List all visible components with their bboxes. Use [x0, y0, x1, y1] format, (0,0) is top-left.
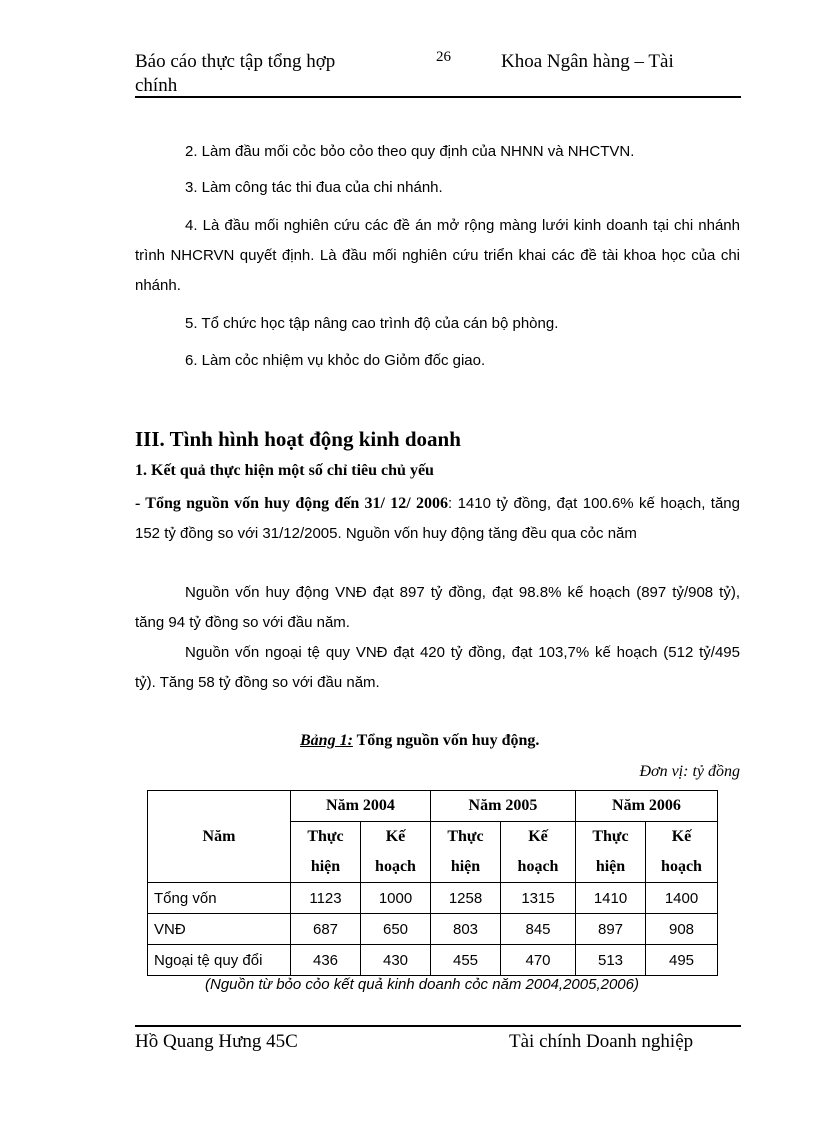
- duty-item-2: 2. Làm đầu mối cỏc bỏo cỏo theo quy định của NHNN và NHCTVN.: [185, 143, 635, 160]
- sub-header-plan: Kế hoạch: [501, 822, 576, 883]
- header-faculty: Khoa Ngân hàng – Tài: [501, 51, 674, 72]
- capital-table: [147, 790, 718, 976]
- table-cell: 908: [646, 914, 718, 945]
- table-cell: 455: [431, 945, 501, 976]
- table-cell: 513: [576, 945, 646, 976]
- row-label: Ngoại tệ quy đổi: [148, 945, 291, 976]
- table-cell: 845: [501, 914, 576, 945]
- footer-divider: [135, 1025, 741, 1027]
- table-cell: 495: [646, 945, 718, 976]
- footer-department: Tài chính Doanh nghiệp: [509, 1031, 694, 1052]
- table-cell: 430: [361, 945, 431, 976]
- footer-author: Hồ Quang Hưng 45C: [135, 1031, 298, 1052]
- section-heading: III. Tình hình hoạt động kinh doanh: [135, 427, 461, 451]
- duty-item-5: 5. Tổ chức học tập nâng cao trình độ của cán bộ phòng.: [185, 315, 559, 332]
- year-header-2006: Năm 2006: [576, 791, 718, 822]
- table-cell: 1258: [431, 883, 501, 914]
- table-cell: 436: [291, 945, 361, 976]
- duty-item-3: 3. Làm công tác thi đua của chi nhánh.: [185, 179, 443, 196]
- table-cell: 1410: [576, 883, 646, 914]
- sub-header-actual: Thực hiện: [576, 822, 646, 883]
- vnd-capital-paragraph: Nguồn vốn huy động VNĐ đạt 897 tỷ đồng, đạt 98.8% kế hoạch (897 tỷ/908 tỷ), tăng 94 tỷ đồng so với đầu năm.: [135, 584, 740, 631]
- total-capital-paragraph: [135, 489, 740, 549]
- table-cell: 1400: [646, 883, 718, 914]
- sub-header-actual: Thực hiện: [291, 822, 361, 883]
- row-label: VNĐ: [148, 914, 291, 945]
- duty-item-4: 4. Là đầu mối nghiên cứu các đề án mở rộng màng lưới kinh doanh tại chi nhánh trình NHCRVN quyết định. Là đầu mối nghiên cứu triển khai các đề tài khoa học của chi nhánh.: [135, 217, 740, 294]
- sub-header-plan: Kế hoạch: [646, 822, 718, 883]
- table-caption-label: Bảng 1:: [300, 732, 353, 749]
- table-cell: 687: [291, 914, 361, 945]
- table-caption: [300, 732, 630, 750]
- table-cell: 1123: [291, 883, 361, 914]
- table-source-note: (Nguồn từ bỏo cỏo kết quả kinh doanh cỏc năm 2004,2005,2006): [205, 976, 639, 993]
- table-caption-text: Tổng nguồn vốn huy động.: [352, 732, 540, 749]
- row-label: Tổng vốn: [148, 883, 291, 914]
- table-unit: Đơn vị: tỷ đồng: [639, 763, 740, 780]
- table-row: [148, 883, 718, 914]
- header-divider: [135, 96, 741, 98]
- total-capital-label: - Tổng nguồn vốn huy động đến 31/ 12/ 2006: [135, 495, 448, 512]
- header-report-title: Báo cáo thực tập tổng hợp chính: [135, 51, 336, 96]
- table-corner-header: Năm: [148, 791, 291, 883]
- year-header-2005: Năm 2005: [431, 791, 576, 822]
- duty-item-6: 6. Làm cỏc nhiệm vụ khỏc do Giỏm đốc giao.: [185, 352, 486, 369]
- table-row: [148, 945, 718, 976]
- table-cell: 470: [501, 945, 576, 976]
- sub-header-actual: Thực hiện: [431, 822, 501, 883]
- table-cell: 1315: [501, 883, 576, 914]
- header-page-number: 26: [436, 49, 451, 65]
- table-cell: 897: [576, 914, 646, 945]
- sub-header-plan: Kế hoạch: [361, 822, 431, 883]
- table-cell: 650: [361, 914, 431, 945]
- year-header-2004: Năm 2004: [291, 791, 431, 822]
- total-capital-text: : 1410 tỷ đồng, đạt 100.6% kế hoạch, tăng 152 tỷ đồng so với 31/12/2005. Nguồn vốn huy động tăng đều qua cỏc năm: [135, 495, 740, 542]
- fx-capital-paragraph: Nguồn vốn ngoại tệ quy VNĐ đạt 420 tỷ đồng, đạt 103,7% kế hoạch (512 tỷ/495 tỷ). Tăng 58 tỷ đồng so với đầu năm.: [135, 644, 740, 691]
- table-row: [148, 914, 718, 945]
- table-cell: 1000: [361, 883, 431, 914]
- section-subheading: 1. Kết quả thực hiện một số chỉ tiêu chủ yếu: [135, 462, 434, 479]
- table-cell: 803: [431, 914, 501, 945]
